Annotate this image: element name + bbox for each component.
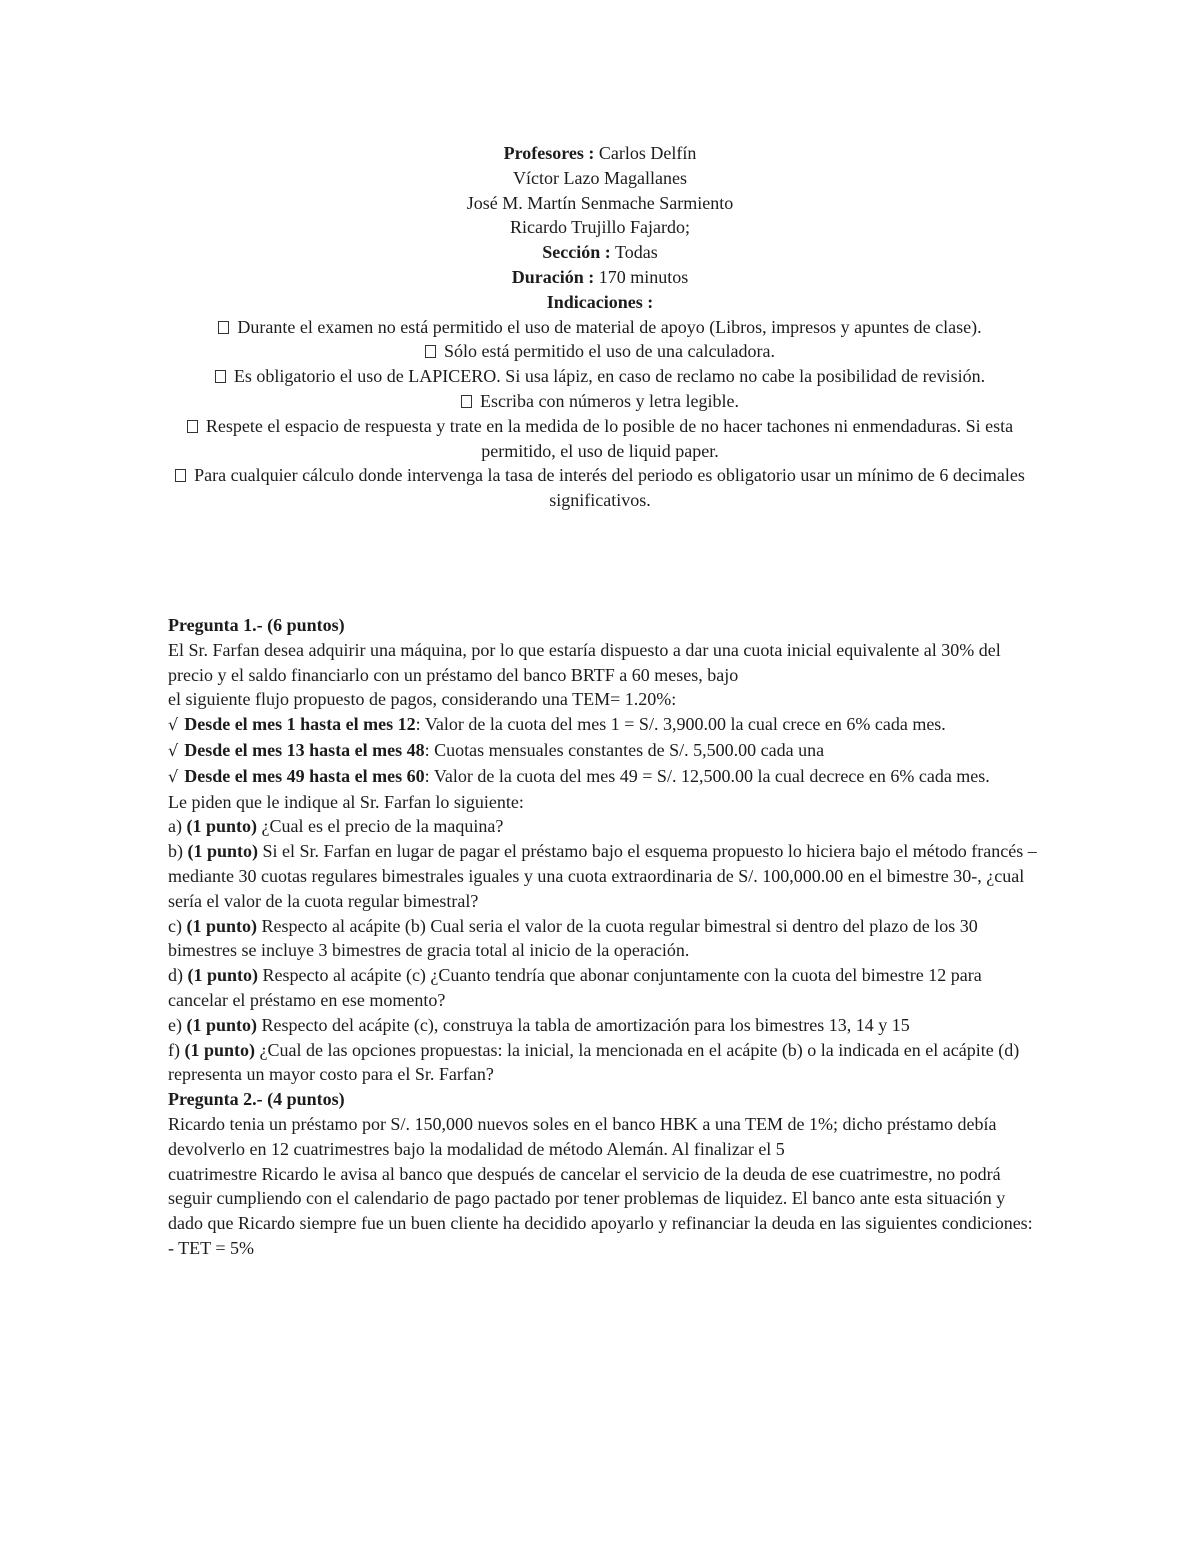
- profesor-name: José M. Martín Senmache Sarmiento: [466, 192, 734, 213]
- question-item: c) (1 punto) Respecto al acápite (b) Cual seria el valor de la cuota regular bimestral si dentro del plazo de los 30 bimestres se incluye 3 bimestres de gracia total al inicio de la operación.: [168, 915, 978, 961]
- exam-header: [160, 141, 1040, 513]
- question-item: e) (1 punto) Respecto del acápite (c), construya la tabla de amortización para los bimestres 13, 14 y 15: [168, 1014, 910, 1035]
- question-2-text: - TET = 5%: [168, 1237, 254, 1258]
- seccion-line: [160, 240, 1040, 265]
- indicaciones-heading: Indicaciones :: [546, 291, 654, 312]
- question-1-intro: El Sr. Farfan desea adquirir una máquina, por lo que estaría dispuesto a dar una cuota inicial equivalente al 30% del precio y el saldo financiarlo con un préstamo del banco BRTF a 60 meses, bajo: [168, 639, 1001, 685]
- bullet-box-icon: [461, 395, 472, 408]
- check-icon: √: [168, 740, 179, 760]
- question-1-intro: el siguiente flujo propuesto de pagos, considerando una TEM= 1.20%:: [168, 689, 677, 710]
- duracion-value: 170 minutos: [598, 266, 689, 287]
- question-1-ask: Le piden que le indique al Sr. Farfan lo siguiente:: [168, 791, 524, 812]
- question-item: b) (1 punto) Si el Sr. Farfan en lugar de pagar el préstamo bajo el esquema propuesto lo hiciera bajo el método francés – mediante 30 cuotas regulares bimestrales iguales y una cuota extraordinaria de S/. 100,000.00 en el bimestre 30-, ¿cual sería el valor de la cuota regular bimestral?: [168, 841, 1037, 911]
- exam-body: [168, 613, 1038, 1261]
- bullet-box-icon: [175, 469, 186, 482]
- seccion-label: Sección :: [542, 242, 611, 263]
- profesor-name: Víctor Lazo Magallanes: [513, 167, 687, 188]
- question-2-text: Ricardo tenia un préstamo por S/. 150,000 nuevos soles en el banco HBK a una TEM de 1%; dicho préstamo debía devolverlo en 12 cuatrimestres bajo la modalidad de método Alemán. Al finalizar el 5: [168, 1113, 997, 1159]
- indicacion-item: Respete el espacio de respuesta y trate en la medida de lo posible de no hacer tachones ni enmendaduras. Si esta permitido, el uso de liquid paper.: [160, 414, 1040, 464]
- check-icon: √: [168, 715, 179, 735]
- question-item: d) (1 punto) Respecto al acápite (c) ¿Cuanto tendría que abonar conjuntamente con la cuota del bimestre 12 para cancelar el préstamo en ese momento?: [168, 965, 982, 1010]
- profesores-label: Profesores :: [503, 143, 595, 163]
- question-1-title: Pregunta 1.- (6 puntos): [168, 615, 345, 635]
- duracion-line: [160, 265, 1040, 290]
- check-icon: √: [168, 766, 179, 786]
- bullet-box-icon: [187, 420, 198, 433]
- bullet-box-icon: [218, 321, 229, 334]
- indicacion-item: Escriba con números y letra legible.: [160, 389, 1040, 414]
- question-item: f) (1 punto) ¿Cual de las opciones propuestas: la inicial, la mencionada en el acápite (b) o la indicada en el acápite (d) representa un mayor costo para el Sr. Farfan?: [168, 1039, 1020, 1085]
- question-2-title: Pregunta 2.- (4 puntos): [168, 1089, 345, 1110]
- indicacion-item: Es obligatorio el uso de LAPICERO. Si usa lápiz, en caso de reclamo no cabe la posibilidad de revisión.: [160, 364, 1040, 389]
- bullet-box-icon: [215, 370, 226, 383]
- indicacion-item: Sólo está permitido el uso de una calculadora.: [160, 339, 1040, 364]
- profesor-name: Ricardo Trujillo Fajardo;: [510, 217, 690, 238]
- flow-item: √ Desde el mes 1 hasta el mes 12: Valor de la cuota del mes 1 = S/. 3,900.00 la cual crece en 6% cada mes.: [168, 714, 946, 735]
- profesor-name: Carlos Delfín: [598, 143, 697, 163]
- question-item: a) (1 punto) ¿Cual es el precio de la maquina?: [168, 816, 504, 837]
- indicacion-item: Para cualquier cálculo donde intervenga la tasa de interés del periodo es obligatorio usar un mínimo de 6 decimales significativos.: [160, 463, 1040, 513]
- profesores-line: [160, 141, 1040, 166]
- bullet-box-icon: [425, 345, 436, 358]
- flow-item: √ Desde el mes 49 hasta el mes 60: Valor de la cuota del mes 49 = S/. 12,500.00 la cual decrece en 6% cada mes.: [168, 765, 990, 786]
- seccion-value: Todas: [614, 242, 658, 263]
- indicacion-item: Durante el examen no está permitido el uso de material de apoyo (Libros, impresos y apuntes de clase).: [160, 315, 1040, 340]
- duracion-label: Duración :: [511, 266, 595, 287]
- flow-item: √ Desde el mes 13 hasta el mes 48: Cuotas mensuales constantes de S/. 5,500.00 cada una: [168, 739, 825, 760]
- question-2-text: cuatrimestre Ricardo le avisa al banco que después de cancelar el servicio de la deuda de ese cuatrimestre, no podrá seguir cumpliendo con el calendario de pago pactado por tener problemas de liquidez. El banco ante esta situación y dado que Ricardo siempre fue un buen cliente ha decidido apoyarlo y refinanciar la deuda en las siguientes condiciones:: [168, 1163, 1033, 1234]
